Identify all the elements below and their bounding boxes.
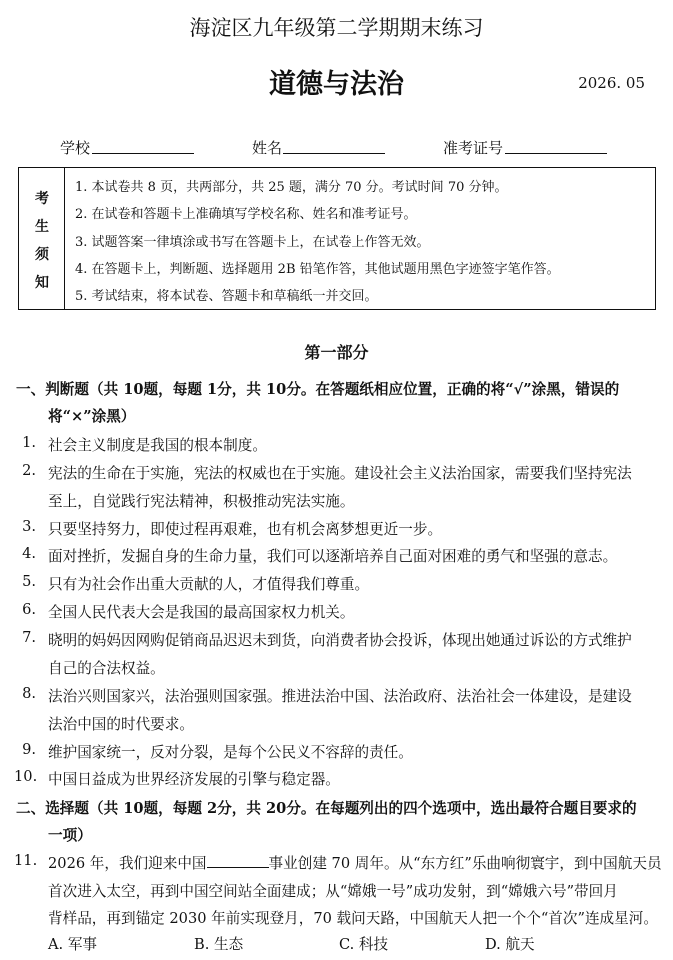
- exam-notice-box: [18, 167, 656, 310]
- exam-header-title: 海淀区九年级第二学期期末练习: [189, 16, 484, 40]
- notice-side-label: [19, 168, 65, 309]
- section2-heading: 二、选择题（共 10题，每题 2分，共 20分。在每题列出的四个选项中，选出最符合题目要求的: [16, 800, 637, 817]
- notice-side-char: 生: [35, 219, 49, 235]
- section1-heading: 一、判断题（共 10题，每题 1分，共 10分。在答题纸相应位置，正确的将“√”涂黑，错误的: [16, 381, 620, 398]
- notice-item: 4. 在答题卡上，判断题、选择题用 2B 铅笔作答，其他试题用黑色字迹签字笔作答。: [75, 262, 560, 277]
- question-number: 10.: [14, 768, 38, 785]
- question-number: 7.: [22, 629, 36, 646]
- question-text: 晓明的妈妈因网购促销商品迟迟未到货，向消费者协会投诉，体现出她通过诉讼的方式维护: [48, 632, 632, 649]
- name-field[interactable]: [283, 153, 385, 154]
- section1-heading-cont: 将“×”涂黑）: [48, 408, 136, 425]
- question-text: 法治中国的时代要求。: [48, 716, 194, 733]
- question-number: 9.: [22, 741, 36, 758]
- question-text: 自己的合法权益。: [48, 660, 165, 677]
- question-text: 首次进入太空，再到中国空间站全面建成；从“嫦娥一号”成功发射，到“嫦娥六号”带回月: [48, 883, 618, 900]
- question-number: 8.: [22, 685, 36, 702]
- part-title: 第一部分: [304, 343, 369, 362]
- option-b: B. 生态: [194, 936, 244, 953]
- answer-blank: [207, 853, 269, 868]
- question-text: 只要坚持努力，即使过程再艰难，也有机会离梦想更近一步。: [48, 521, 443, 538]
- question-text: 宪法的生命在于实施，宪法的权威也在于实施。建设社会主义法治国家，需要我们坚持宪法: [48, 465, 632, 482]
- question-text: 维护国家统一，反对分裂，是每个公民义不容辞的责任。: [48, 744, 413, 761]
- question-number: 2.: [22, 462, 36, 479]
- question-number: 6.: [22, 601, 36, 618]
- school-field-label: 学校: [60, 139, 91, 157]
- question-text: 法治兴则国家兴，法治强则国家强。推进法治中国、法治政府、法治社会一体建设，是建设: [48, 688, 632, 705]
- notice-side-char: 考: [35, 191, 49, 207]
- notice-item: 5. 考试结束，将本试卷、答题卡和草稿纸一并交回。: [75, 289, 378, 304]
- subject-title: 道德与法治: [269, 69, 404, 100]
- notice-side-char: 知: [35, 275, 49, 291]
- school-field[interactable]: [92, 153, 194, 154]
- notice-side-char: 须: [35, 247, 49, 263]
- option-d: D. 航天: [485, 936, 535, 953]
- notice-item: 3. 试题答案一律填涂或书写在答题卡上，在试卷上作答无效。: [75, 235, 430, 250]
- notice-item: 1. 本试卷共 8 页，共两部分，共 25 题，满分 70 分。考试时间 70 分钟。: [75, 180, 508, 195]
- question-text: 社会主义制度是我国的根本制度。: [48, 437, 267, 454]
- option-a: A. 军事: [48, 936, 98, 953]
- question-text: 面对挫折，发掘自身的生命力量，我们可以逐渐培养自己面对困难的勇气和坚强的意志。: [48, 548, 618, 565]
- section2-heading-cont: 一项）: [48, 827, 92, 844]
- question-text-part: 事业创建 70 周年。从“东方红”乐曲响彻寰宇，到中国航天员: [268, 855, 662, 872]
- question-text: 中国日益成为世界经济发展的引擎与稳定器。: [48, 771, 340, 788]
- exam-date: 2026. 05: [578, 74, 645, 92]
- question-number: 3.: [22, 518, 36, 535]
- question-text: 只有为社会作出重大贡献的人，才值得我们尊重。: [48, 576, 370, 593]
- question-text: 全国人民代表大会是我国的最高国家权力机关。: [48, 604, 355, 621]
- question-text: 至上，自觉践行宪法精神，积极推动宪法实施。: [48, 493, 355, 510]
- exam-number-field-label: 准考证号: [443, 139, 504, 157]
- question-number: 1.: [22, 434, 36, 451]
- notice-item: 2. 在试卷和答题卡上准确填写学校名称、姓名和准考证号。: [75, 207, 417, 222]
- question-text: 背样品，再到锚定 2030 年前实现登月，70 载问天路，中国航天人把一个个“首次”连成星河。: [48, 910, 658, 927]
- question-text-part: 2026 年，我们迎来中国: [48, 855, 207, 872]
- question-text: [48, 852, 662, 873]
- question-number: 4.: [22, 545, 36, 562]
- exam-number-field[interactable]: [505, 153, 607, 154]
- question-number: 5.: [22, 573, 36, 590]
- option-c: C. 科技: [339, 936, 389, 953]
- question-number: 11.: [14, 852, 38, 869]
- name-field-label: 姓名: [252, 139, 283, 157]
